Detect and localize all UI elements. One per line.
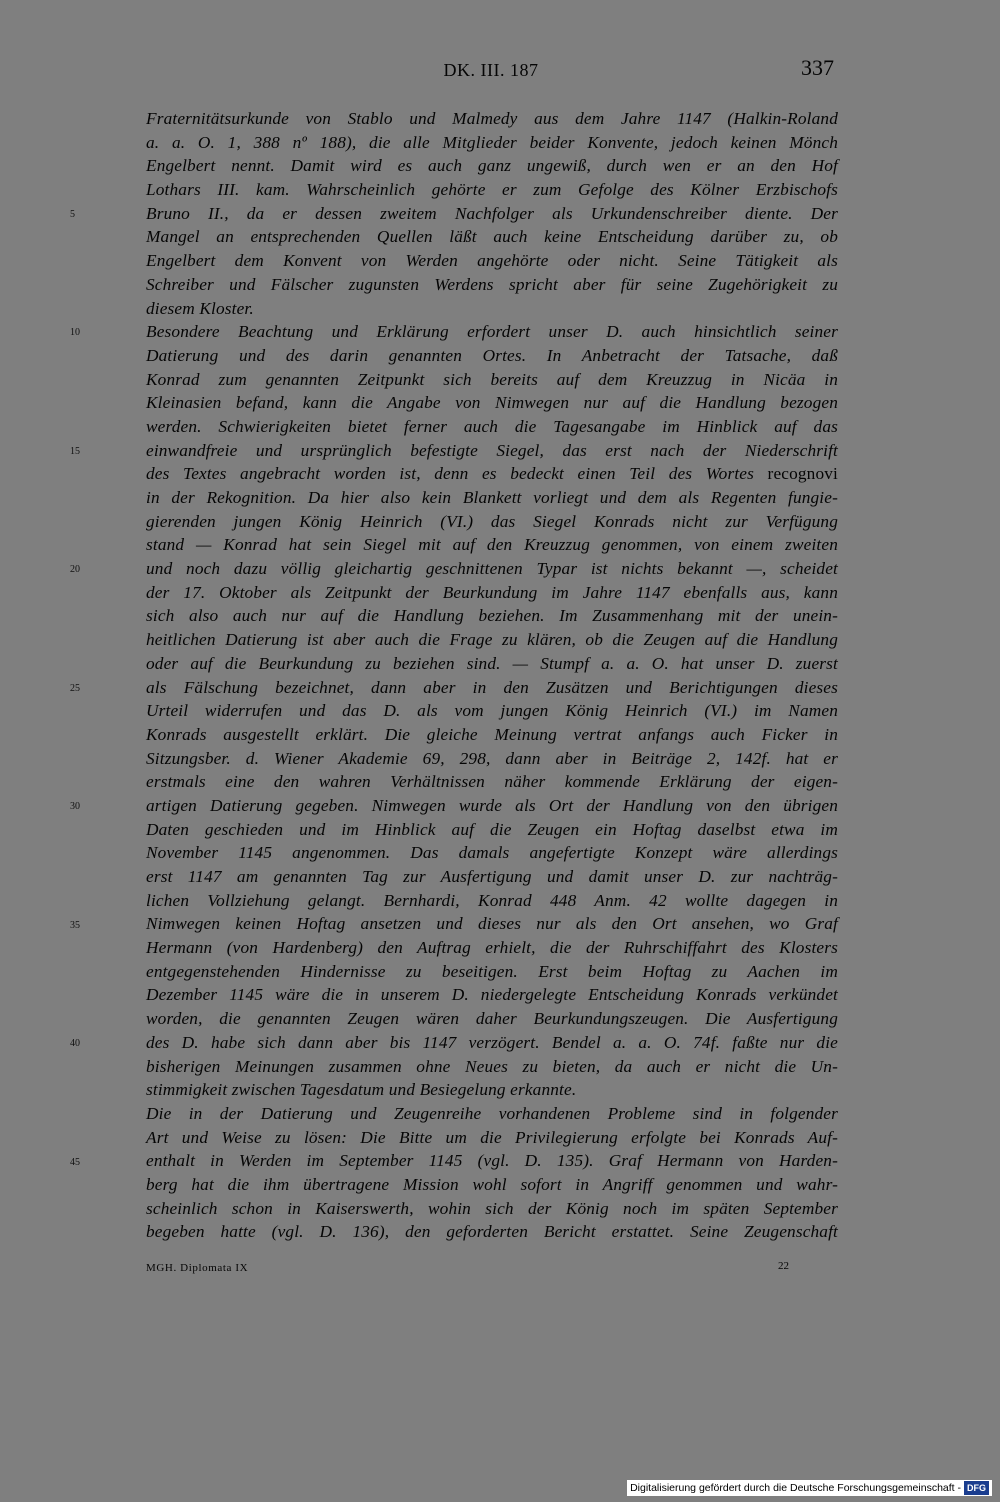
text-line: [146, 770, 838, 794]
text-line: [146, 912, 838, 936]
text-line-content: Engelbert dem Konvent von Werden angehörte oder nicht. Seine Tätigkeit als: [146, 251, 838, 271]
text-line: [146, 818, 838, 842]
text-line-content: Fraternitätsurkunde von Stablo und Malmedy aus dem Jahre 1147 (Halkin-Roland: [146, 109, 838, 128]
text-line-content: artigen Datierung gegeben. Nimwegen wurde als Ort der Handlung von den übrigen: [146, 795, 838, 815]
line-number: 35: [70, 919, 80, 931]
text-line: [146, 154, 838, 178]
text-line-content: sich also auch nur auf die Handlung beziehen. Im Zusammenhang mit der unein-: [146, 606, 838, 626]
text-line: [146, 344, 838, 368]
text-line-content: des D. habe sich dann aber bis 1147 verzögert. Bendel a. a. O. 74f. faßte nur die: [146, 1032, 838, 1052]
text-line: [146, 202, 838, 226]
text-line: [146, 486, 838, 510]
text-line-content: Sitzungsber. d. Wiener Akademie 69, 298, dann aber in Beiträge 2, 142f. hat er: [146, 748, 838, 768]
text-line-content: Dezember 1145 wäre die in unserem D. niedergelegte Entscheidung Konrads verkündet: [146, 985, 838, 1005]
text-line-content: lichen Vollziehung gelangt. Bernhardi, Konrad 448 Anm. 42 wollte dagegen in: [146, 890, 838, 910]
text-line-content: erst 1147 am genannten Tag zur Ausfertigung und damit unser D. zur nachträg-: [146, 867, 838, 886]
text-line: [146, 533, 838, 557]
text-line-content: a. a. O. 1, 388 nº 188), die alle Mitglieder beider Konvente, jedoch keinen Mönch: [146, 132, 838, 152]
text-line: [146, 1197, 838, 1221]
text-line: [146, 960, 838, 984]
text-line-content: Art und Weise zu lösen: Die Bitte um die Privilegierung erfolgte bei Konrads Auf-: [146, 1127, 838, 1147]
text-line: [146, 1126, 838, 1150]
text-line-content: Kleinasien befand, kann die Angabe von Nimwegen nur auf die Handlung bezogen: [146, 393, 838, 413]
line-number: 45: [70, 1156, 80, 1168]
text-line: [146, 273, 838, 297]
text-line-content: in der Rekognition. Da hier also kein Blankett vorliegt und dem als Regenten fungie-: [146, 488, 838, 507]
text-line-content: als Fälschung bezeichnet, dann aber in den Zusätzen und Berichtigungen dieses: [146, 677, 838, 697]
text-line-content: Die in der Datierung und Zeugenreihe vorhandenen Probleme sind in folgender: [146, 1103, 838, 1123]
text-line-content: Lothars III. kam. Wahrscheinlich gehörte er zum Gefolge des Kölner Erzbischofs: [146, 180, 838, 200]
text-line-content: Urteil widerrufen und das D. als vom jungen König Heinrich (VI.) im Namen: [146, 701, 838, 721]
line-number: 10: [70, 327, 80, 339]
text-line: [146, 1149, 838, 1173]
text-line-content: stimmigkeit zwischen Tagesdatum und Besiegelung erkannte.: [146, 1080, 577, 1100]
text-line: [146, 1078, 838, 1102]
text-line-content: worden, die genannten Zeugen wären daher Beurkundungszeugen. Die Ausfertigung: [146, 1009, 838, 1029]
text-line: [146, 439, 838, 463]
text-line: [146, 249, 838, 273]
text-line-content: bisherigen Meinungen zusammen ohne Neues zu bieten, da auch er nicht die Un-: [146, 1056, 838, 1076]
body-text: [146, 107, 838, 1244]
text-line-content: Daten geschieden und im Hinblick auf die Zeugen ein Hoftag daselbst etwa im: [146, 819, 838, 839]
text-line-content: oder auf die Beurkundung zu beziehen sind. — Stumpf a. a. O. hat unser D. zuerst: [146, 653, 838, 673]
text-line: [146, 510, 838, 534]
text-line: [146, 936, 838, 960]
text-line: [146, 604, 838, 628]
line-number: 5: [70, 208, 75, 220]
text-line: [146, 794, 838, 818]
text-line-content: Engelbert nennt. Damit wird es auch ganz ungewiß, durch wen er an den Hof: [146, 156, 838, 176]
credit-bar: [627, 1480, 992, 1496]
text-line: [146, 652, 838, 676]
dfg-logo: DFG: [964, 1481, 989, 1495]
text-line: [146, 368, 838, 392]
text-line: [146, 178, 838, 202]
line-number: 25: [70, 682, 80, 694]
text-line-content: Konrad zum genannten Zeitpunkt sich bereits auf dem Kreuzzug in Nicäa in: [146, 369, 838, 389]
text-line: [146, 107, 838, 131]
text-line: [146, 1031, 838, 1055]
text-line: [146, 1007, 838, 1031]
text-line-content: Hermann (von Hardenberg) den Auftrag erhielt, die der Ruhrschiffahrt des Klosters: [146, 938, 838, 958]
text-line-content: stand — Konrad hat sein Siegel mit auf den Kreuzzug genommen, von einem zweiten: [146, 535, 838, 555]
text-line: [146, 320, 838, 344]
text-line-content: erstmals eine den wahren Verhältnissen näher kommende Erklärung der eigen-: [146, 772, 838, 792]
page-footer: [146, 1262, 836, 1278]
text-line: [146, 391, 838, 415]
text-line-content: heitlichen Datierung ist aber auch die Frage zu klären, ob die Zeugen auf die Handlung: [146, 630, 838, 650]
text-line: [146, 983, 838, 1007]
text-line-content: berg hat die ihm übertragene Mission wohl sofort in Angriff genommen und wahr-: [146, 1174, 838, 1194]
text-line: [146, 699, 838, 723]
text-line: [146, 1220, 838, 1244]
roman-word: recognovi: [767, 464, 838, 484]
text-line-content: Besondere Beachtung und Erklärung erfordert unser D. auch hinsichtlich seiner: [146, 322, 838, 342]
text-line: [146, 676, 838, 700]
text-line-content: scheinlich schon in Kaiserswerth, wohin sich der König noch im späten September: [146, 1198, 838, 1218]
text-line-content: entgegenstehenden Hindernisse zu beseitigen. Erst beim Hoftag zu Aachen im: [146, 961, 838, 981]
text-line-content: November 1145 angenommen. Das damals angefertigte Konzept wäre allerdings: [146, 843, 838, 863]
line-number: 30: [70, 801, 80, 813]
text-line-content: werden. Schwierigkeiten bietet ferner auch die Tagesangabe im Hinblick auf das: [146, 416, 838, 436]
text-line: [146, 723, 838, 747]
text-line: [146, 628, 838, 652]
text-line: [146, 841, 838, 865]
text-line-content: diesem Kloster.: [146, 298, 254, 318]
line-number: 40: [70, 1038, 80, 1050]
text-line: [146, 131, 838, 155]
text-line: [146, 1102, 838, 1126]
text-line: [146, 889, 838, 913]
text-line: [146, 462, 838, 486]
text-line: [146, 581, 838, 605]
text-line-content: Konrads ausgestellt erklärt. Die gleiche Meinung vertrat anfangs auch Ficker in: [146, 724, 838, 744]
text-line-content: begeben hatte (vgl. D. 136), den geforderten Bericht erstattet. Seine Zeugenschaft: [146, 1222, 838, 1242]
credit-text: Digitalisierung gefördert durch die Deutsche Forschungsgemeinschaft -: [630, 1482, 961, 1494]
text-line-content: und noch dazu völlig gleichartig geschnittenen Typar ist nichts bekannt —, scheidet: [146, 559, 838, 579]
text-line: [146, 747, 838, 771]
text-line-content: Schreiber und Fälscher zugunsten Werdens spricht aber für seine Zugehörigkeit zu: [146, 274, 838, 294]
text-line-content: Datierung und des darin genannten Ortes. In Anbetracht der Tatsache, daß: [146, 345, 838, 365]
text-line: [146, 1173, 838, 1197]
text-line: [146, 557, 838, 581]
text-line-content: einwandfreie und ursprünglich befestigte Siegel, das erst nach der Niederschrift: [146, 440, 838, 460]
line-number: 15: [70, 445, 80, 457]
line-number: 20: [70, 564, 80, 576]
text-line-content: Mangel an entsprechenden Quellen läßt auch keine Entscheidung darüber zu, ob: [146, 227, 838, 247]
text-line-content: Bruno II., da er dessen zweitem Nachfolger als Urkundenschreiber diente. Der: [146, 203, 838, 223]
series-title: MGH. Diplomata IX: [146, 1262, 249, 1274]
text-line-content: Nimwegen keinen Hoftag ansetzen und dieses nur als den Ort ansehen, wo Graf: [146, 914, 838, 934]
text-line-content: der 17. Oktober als Zeitpunkt der Beurkundung im Jahre 1147 ebenfalls aus, kann: [146, 582, 838, 602]
running-head: DK. III. 187: [443, 60, 539, 80]
text-line: [146, 865, 838, 889]
text-line-content: des Textes angebracht worden ist, denn es bedeckt einen Teil des Wortes: [146, 464, 768, 484]
text-line: [146, 415, 838, 439]
text-line: [146, 225, 838, 249]
page-header: [146, 55, 836, 88]
text-line-content: gierenden jungen König Heinrich (VI.) das Siegel Konrads nicht zur Verfügung: [146, 511, 838, 531]
signature-mark: 22: [778, 1260, 789, 1272]
page-number: 337: [801, 55, 834, 80]
text-line: [146, 297, 838, 321]
text-line-content: enthalt in Werden im September 1145 (vgl. D. 135). Graf Hermann von Harden-: [146, 1151, 838, 1171]
text-line: [146, 1055, 838, 1079]
